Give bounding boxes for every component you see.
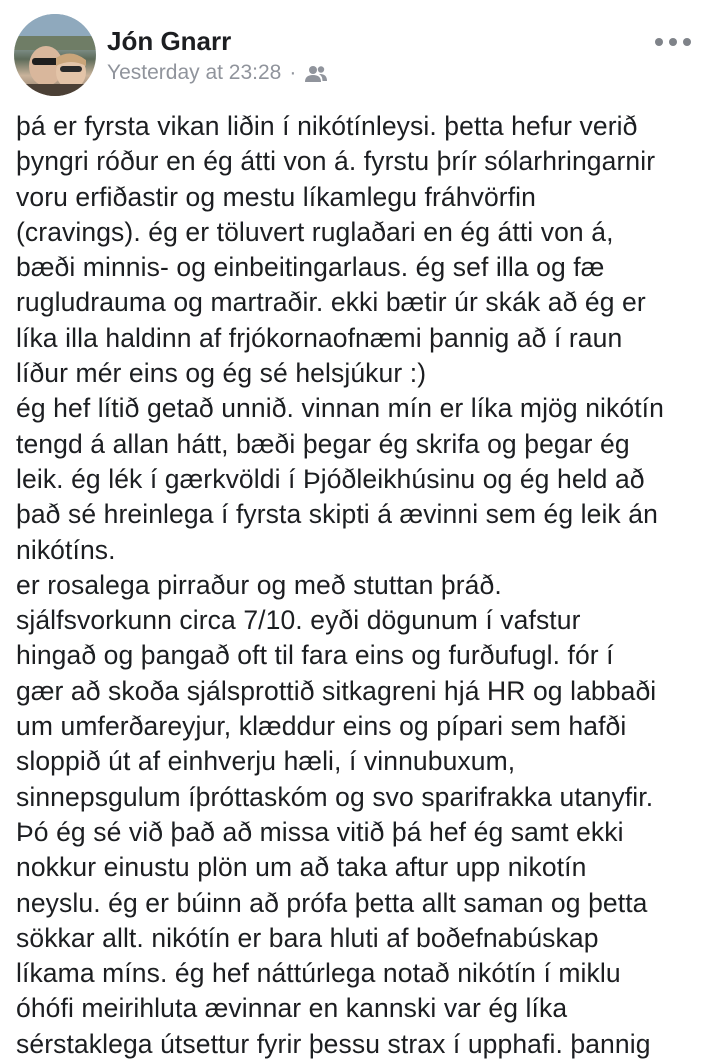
- post-text-line: tengd á allan hátt, bæði þegar ég skrifa og þegar ég: [16, 428, 630, 459]
- post-text-line: rugludrauma og martraðir. ekki bætir úr skák að ég er: [16, 287, 646, 318]
- meta-separator: ·: [289, 61, 297, 84]
- post-text-line: (cravings). ég er töluvert ruglaðari en ég átti von á,: [16, 216, 614, 247]
- friends-icon[interactable]: [304, 64, 328, 82]
- post-text-line: sökkar allt. nikótín er bara hluti af boðefnabúskap: [16, 922, 599, 953]
- post-text-line: Þó ég sé við það að missa vitið þá hef ég samt ekki: [16, 816, 624, 847]
- post-text-line: um umferðareyjur, klæddur eins og pípari sem hafði: [16, 711, 627, 742]
- post-text-line: leik. ég lék í gærkvöldi í Þjóðleikhúsinu og ég held að: [16, 463, 645, 494]
- post-text-line: þyngri róður en ég átti von á. fyrstu þrír sólarhringarnir: [16, 146, 656, 177]
- post-text-line: er rosalega pirraður og með stuttan þráð.: [16, 569, 502, 600]
- post-body: [16, 109, 706, 1062]
- author-name[interactable]: Jón Gnarr: [107, 26, 232, 56]
- post-text-line: líka illa haldinn af frjókornaofnæmi þannig að í raun: [16, 322, 623, 353]
- more-dot: [655, 38, 663, 46]
- post-text-line: líður mér eins og ég sé helsjúkur :): [16, 358, 427, 389]
- post-text-line: gær að skoða sjálsprottið sitkagreni hjá HR og labbaði: [16, 675, 657, 706]
- post-timestamp[interactable]: Yesterday at 23:28: [107, 61, 282, 84]
- post-text-line: óhófi meirihluta ævinnar en kannski var ég líka: [16, 993, 568, 1024]
- post-text-line: ég hef lítið getað unnið. vinnan mín er líka mjög nikótín: [16, 393, 664, 424]
- post-text-line: sjálfsvorkunn circa 7/10. eyði dögunum í vafstur: [16, 605, 581, 636]
- post-text-line: sérstaklega útsettur fyrir þessu strax í upphafi. þannig: [16, 1028, 651, 1059]
- post-text-line: nokkur einustu plön um að taka aftur upp nikotín: [16, 852, 587, 883]
- more-dot: [669, 38, 677, 46]
- more-dot: [683, 38, 691, 46]
- post-text-line: nikótíns.: [16, 534, 116, 565]
- post-text-line: sinnepsgulum íþróttaskóm og svo sparifrakka utanyfir.: [16, 781, 654, 812]
- post-text-line: það sé hreinlega í fyrsta skipti á ævinni sem ég leik án: [16, 499, 658, 530]
- post-text-line: líkama míns. ég hef náttúrlega notað nikótín í miklu: [16, 958, 621, 989]
- post-meta: [107, 60, 328, 86]
- post-header: [0, 0, 713, 100]
- post-text-line: sloppið út af einhverju hæli, í vinnubuxum,: [16, 746, 516, 777]
- post-text-line: bæði minnis- og einbeitingarlaus. ég sef illa og fæ: [16, 252, 605, 283]
- post-text-line: neyslu. ég er búinn að prófa þetta allt saman og þetta: [16, 887, 648, 918]
- avatar[interactable]: [14, 14, 96, 96]
- more-options-icon[interactable]: [655, 36, 691, 48]
- post-text-line: voru erfiðastir og mestu líkamlegu fráhvörfin: [16, 181, 536, 212]
- post-text-line: þá er fyrsta vikan liðin í nikótínleysi. þetta hefur verið: [16, 111, 638, 141]
- post-text-line: hingað og þangað oft til fara eins og furðufugl. fór í: [16, 640, 614, 671]
